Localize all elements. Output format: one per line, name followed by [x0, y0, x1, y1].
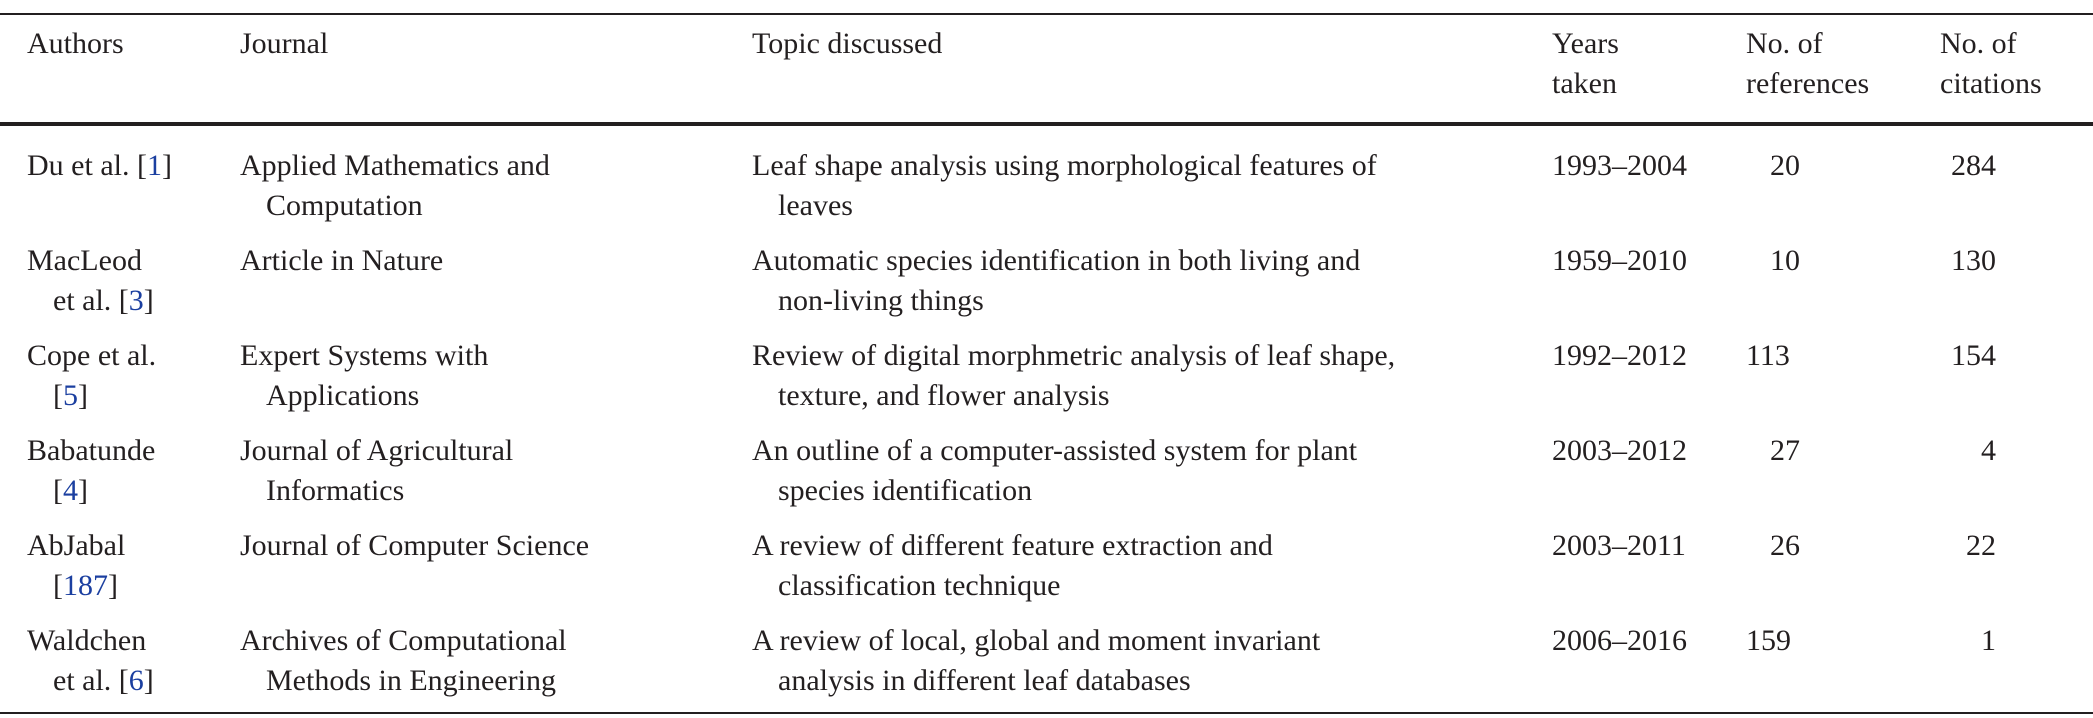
journal-cell: Journal of Agricultural Informatics — [240, 434, 514, 507]
topic-cell: Leaf shape analysis using morphological features of leaves — [752, 149, 1377, 222]
topic-cell: A review of local, global and moment invariant analysis in different leaf databases — [752, 624, 1321, 697]
author-cell: Cope et al. [5] — [27, 339, 157, 412]
citations-cell: 1 — [1981, 624, 1996, 657]
header-citations: No. of citations — [1940, 27, 2042, 100]
citations-cell: 154 — [1951, 339, 1996, 372]
years-cell: 2003–2012 — [1552, 434, 1687, 467]
author-cell: Du et al. [1] — [27, 149, 172, 182]
years-cell: 1959–2010 — [1552, 244, 1687, 277]
topic-cell: A review of different feature extraction and classification technique — [752, 529, 1273, 602]
journal-cell: Expert Systems with Applications — [240, 339, 489, 412]
references-cell: 26 — [1770, 529, 1800, 562]
citation-link[interactable]: 6 — [128, 664, 144, 697]
topic-cell: Review of digital morphmetric analysis of leaf shape, texture, and flower analysis — [752, 339, 1396, 412]
journal-cell: Archives of Computational Methods in Engineering — [240, 624, 567, 697]
references-cell: 27 — [1770, 434, 1800, 467]
author-cell: Babatunde [4] — [27, 434, 156, 507]
references-cell: 113 — [1746, 339, 1790, 372]
author-cell: AbJabal [187] — [27, 529, 126, 602]
table-bottom-rule — [0, 712, 2093, 714]
header-authors: Authors — [27, 27, 124, 60]
citations-cell: 22 — [1966, 529, 1996, 562]
journal-cell: Applied Mathematics and Computation — [240, 149, 550, 222]
header-topic: Topic discussed — [752, 27, 943, 60]
citations-cell: 4 — [1981, 434, 1996, 467]
header-references: No. of references — [1746, 27, 1870, 100]
years-cell: 1993–2004 — [1552, 149, 1687, 182]
header-journal: Journal — [240, 27, 329, 60]
citations-cell: 284 — [1951, 149, 1996, 182]
citation-link[interactable]: 4 — [63, 474, 78, 507]
citation-link[interactable]: 3 — [128, 284, 144, 317]
years-cell: 1992–2012 — [1552, 339, 1687, 372]
topic-cell: Automatic species identification in both living and non-living things — [752, 244, 1361, 317]
references-cell: 10 — [1770, 244, 1800, 277]
citation-link[interactable]: 5 — [63, 379, 78, 412]
author-cell: MacLeod et al. [3] — [27, 244, 154, 317]
table-top-rule — [0, 13, 2093, 15]
references-cell: 20 — [1770, 149, 1800, 182]
references-cell: 159 — [1746, 624, 1791, 657]
years-cell: 2006–2016 — [1552, 624, 1687, 657]
citation-link[interactable]: 187 — [63, 569, 108, 602]
journal-cell: Journal of Computer Science — [240, 529, 590, 562]
table-header-rule — [0, 122, 2093, 126]
topic-cell: An outline of a computer-assisted system for plant species identification — [752, 434, 1358, 507]
header-years: Years taken — [1552, 27, 1619, 100]
journal-cell: Article in Nature — [240, 244, 444, 277]
author-cell: Waldchen et al. [6] — [27, 624, 154, 697]
citations-cell: 130 — [1951, 244, 1996, 277]
years-cell: 2003–2011 — [1552, 529, 1686, 562]
citation-link[interactable]: 1 — [146, 149, 162, 182]
